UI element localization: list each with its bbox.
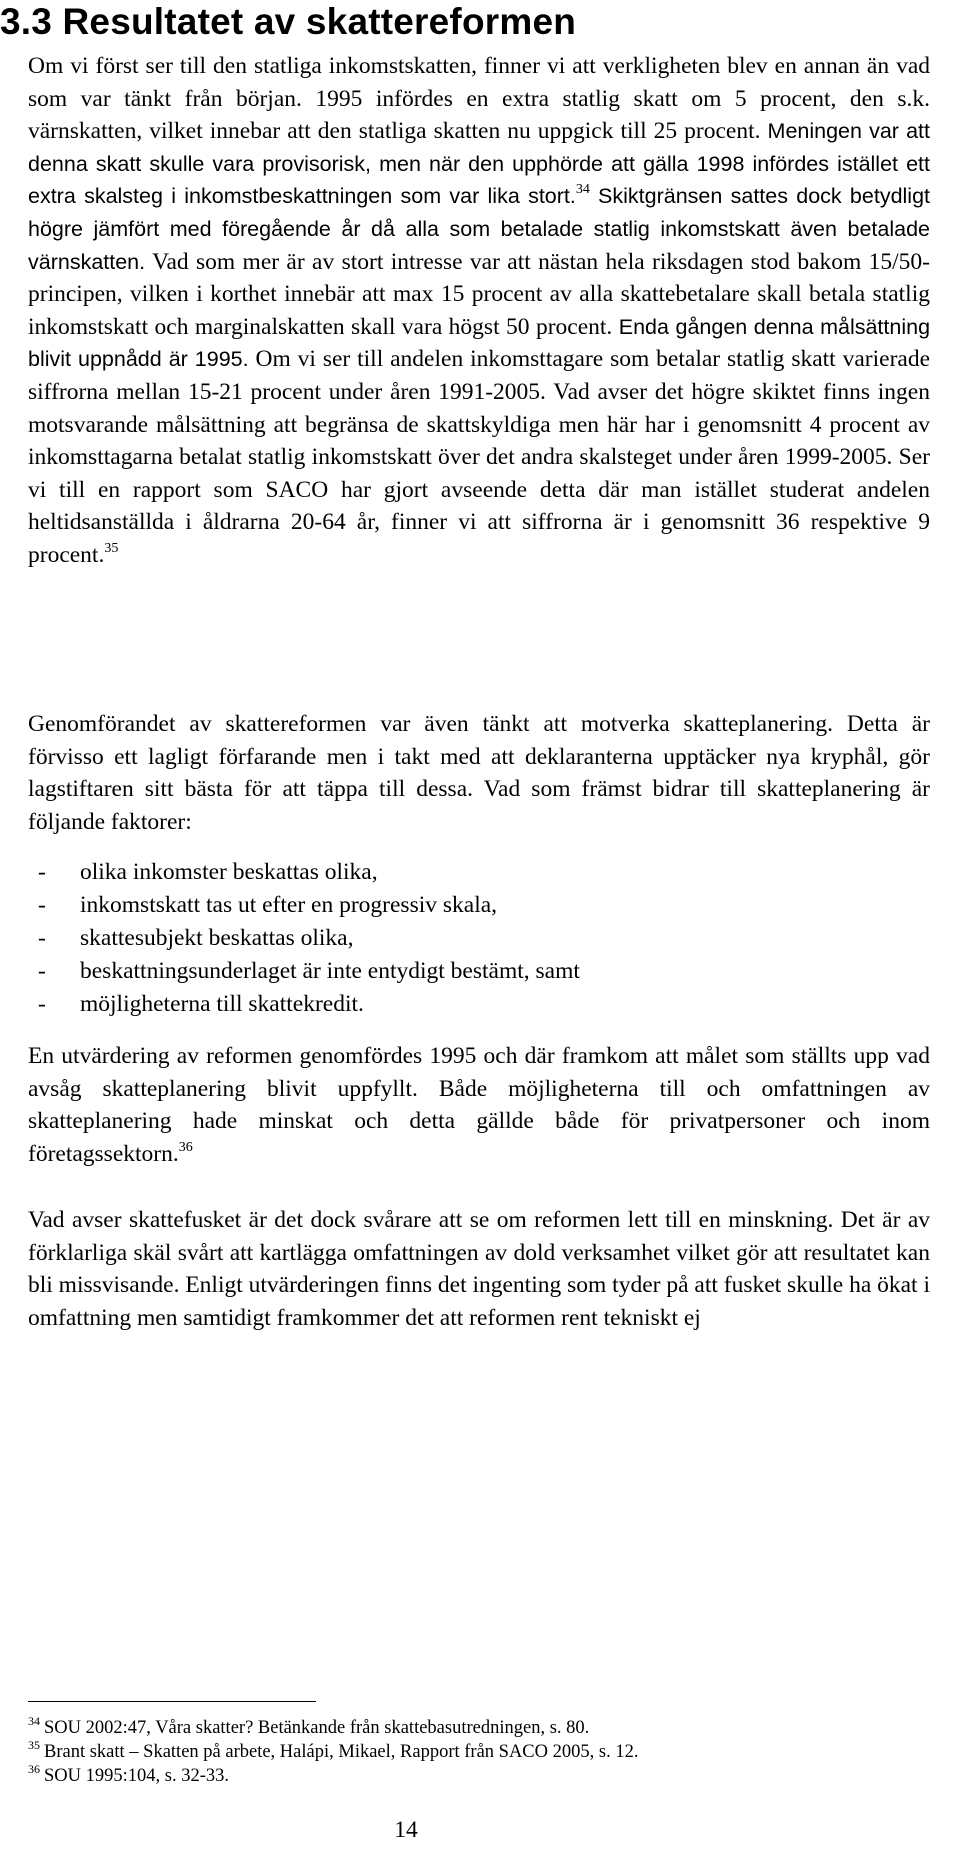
list-dash: -	[38, 958, 46, 984]
list-item-text: möjligheterna till skattekredit.	[80, 991, 364, 1017]
list-dash: -	[38, 991, 46, 1017]
paragraph-text: Om vi ser till andelen inkomsttagare som betalar statlig skatt varierade siffrorna mellan 15-21 procent under åren 1991-2005. Vad avser det högre skiktet finns ingen motsvarande målsättning att begränsa de skattskyldiga men här har i genomsnitt 4 procent av inkomsttagarna betalat statlig inkomstskatt över det andra skalsteget under åren 1999-2005. Ser vi till en rapport som SACO har gjort avseende detta där man istället studerat andelen heltidsanställda i åldrarna 20-64 år, finner vi att siffrorna är i genomsnitt 36 respektive 9 procent.	[28, 346, 931, 568]
footnote-ref-36[interactable]: 36	[178, 1139, 193, 1155]
footnote-34	[28, 1716, 930, 1740]
paragraph-text-sans: Skiktgränsen sattes dock betydligt högre jämfört med föregående år då alla som betalade statlig inkomstskatt även betalade värnskatten.	[28, 184, 931, 274]
paragraph-skattefusk: Vad avser skattefusket är det dock svårare att se om reformen lett till en minskning. Det är av förklarliga skäl svårt att kartlägga omfattningen av dold verksamhet vilket gör att resultatet kan bli missvisande. Enligt utvärderingen finns det ingenting som tyder på att fusket skulle ha ökat i omfattning men samtidigt framkommer det att reformen rent tekniskt ej	[28, 1207, 930, 1331]
section-heading: 3.3 Resultatet av skattereformen	[0, 1, 577, 42]
footnote-number: 35	[28, 1738, 40, 1752]
list-item-text: inkomstskatt tas ut efter en progressiv skala,	[80, 892, 498, 918]
paragraph-skatteplanering: Genomförandet av skattereformen var även tänkt att motverka skatteplanering. Detta är förvisso ett lagligt förfarande men i takt med att deklaranterna upptäcker nya kryphål, gör lagstiftaren sitt bästa för att täppa till dessa. Vad som främst bidrar till skatteplanering är följande faktorer:	[28, 711, 930, 835]
list-item	[28, 922, 930, 955]
paragraph-text: Vad som mer är av stort intresse var att nästan hela riksdagen stod bakom 15/50-principen, vilken i korthet innebär att max 15 procent av alla skattebetalare skall betala statlig inkomstskatt och marginalskatten skall vara högst 50 procent.	[28, 248, 931, 340]
footnote-ref-34[interactable]: 34	[575, 182, 590, 198]
footnotes	[28, 1716, 930, 1788]
list-dash: -	[38, 892, 46, 918]
paragraph-text: Om vi först ser till den statliga inkomstskatten, finner vi att verkligheten blev en annan än vad som var tänkt från början. 1995 infördes en extra statlig skatt om 5 procent, den s.k. värnskatten, vilket innebar att den statliga skatten nu uppgick till 25 procent.	[28, 53, 930, 145]
footnote-number: 34	[28, 1714, 40, 1728]
footnote-ref-35[interactable]: 35	[104, 540, 119, 556]
paragraph-text: En utvärdering av reformen genomfördes 1995 och där framkom att målet som ställts upp vad avsåg skatteplanering blivit uppfyllt. Både möjligheterna till och omfattningen av skatteplanering hade minskat och detta gällde både för privatpersoner och inom företagssektorn.	[28, 1043, 930, 1167]
list-item	[28, 856, 930, 889]
list-item	[28, 955, 930, 988]
footnote-separator	[28, 1701, 316, 1702]
list-item-text: skattesubjekt beskattas olika,	[80, 925, 354, 951]
paragraph-statlig-inkomstskatt	[28, 50, 930, 572]
page-number: 14	[394, 1817, 418, 1843]
footnote-text: SOU 1995:104, s. 32-33.	[44, 1766, 230, 1786]
paragraph-text-sans: Meningen var att denna skatt skulle vara provisorisk, men när den upphörde att gälla 1998 infördes istället ett extra skalsteg i inkomstbeskattningen som var lika stort.	[28, 119, 931, 209]
list-dash: -	[38, 925, 46, 951]
list-dash: -	[38, 859, 46, 885]
footnote-35	[28, 1740, 930, 1764]
list-item	[28, 889, 930, 922]
paragraph-utvardering	[28, 1040, 930, 1170]
footnote-36	[28, 1764, 930, 1788]
factor-list	[28, 856, 930, 1021]
footnote-number: 36	[28, 1762, 40, 1776]
paragraph-text-sans: Enda gången denna målsättning blivit uppnådd är 1995.	[28, 314, 931, 372]
footnote-text: Brant skatt – Skatten på arbete, Halápi, Mikael, Rapport från SACO 2005, s. 12.	[44, 1742, 639, 1762]
list-item-text: beskattningsunderlaget är inte entydigt bestämt, samt	[80, 958, 580, 984]
list-item	[28, 988, 930, 1021]
footnote-text: SOU 2002:47, Våra skatter? Betänkande från skattebasutredningen, s. 80.	[44, 1718, 590, 1738]
list-item-text: olika inkomster beskattas olika,	[80, 859, 378, 885]
